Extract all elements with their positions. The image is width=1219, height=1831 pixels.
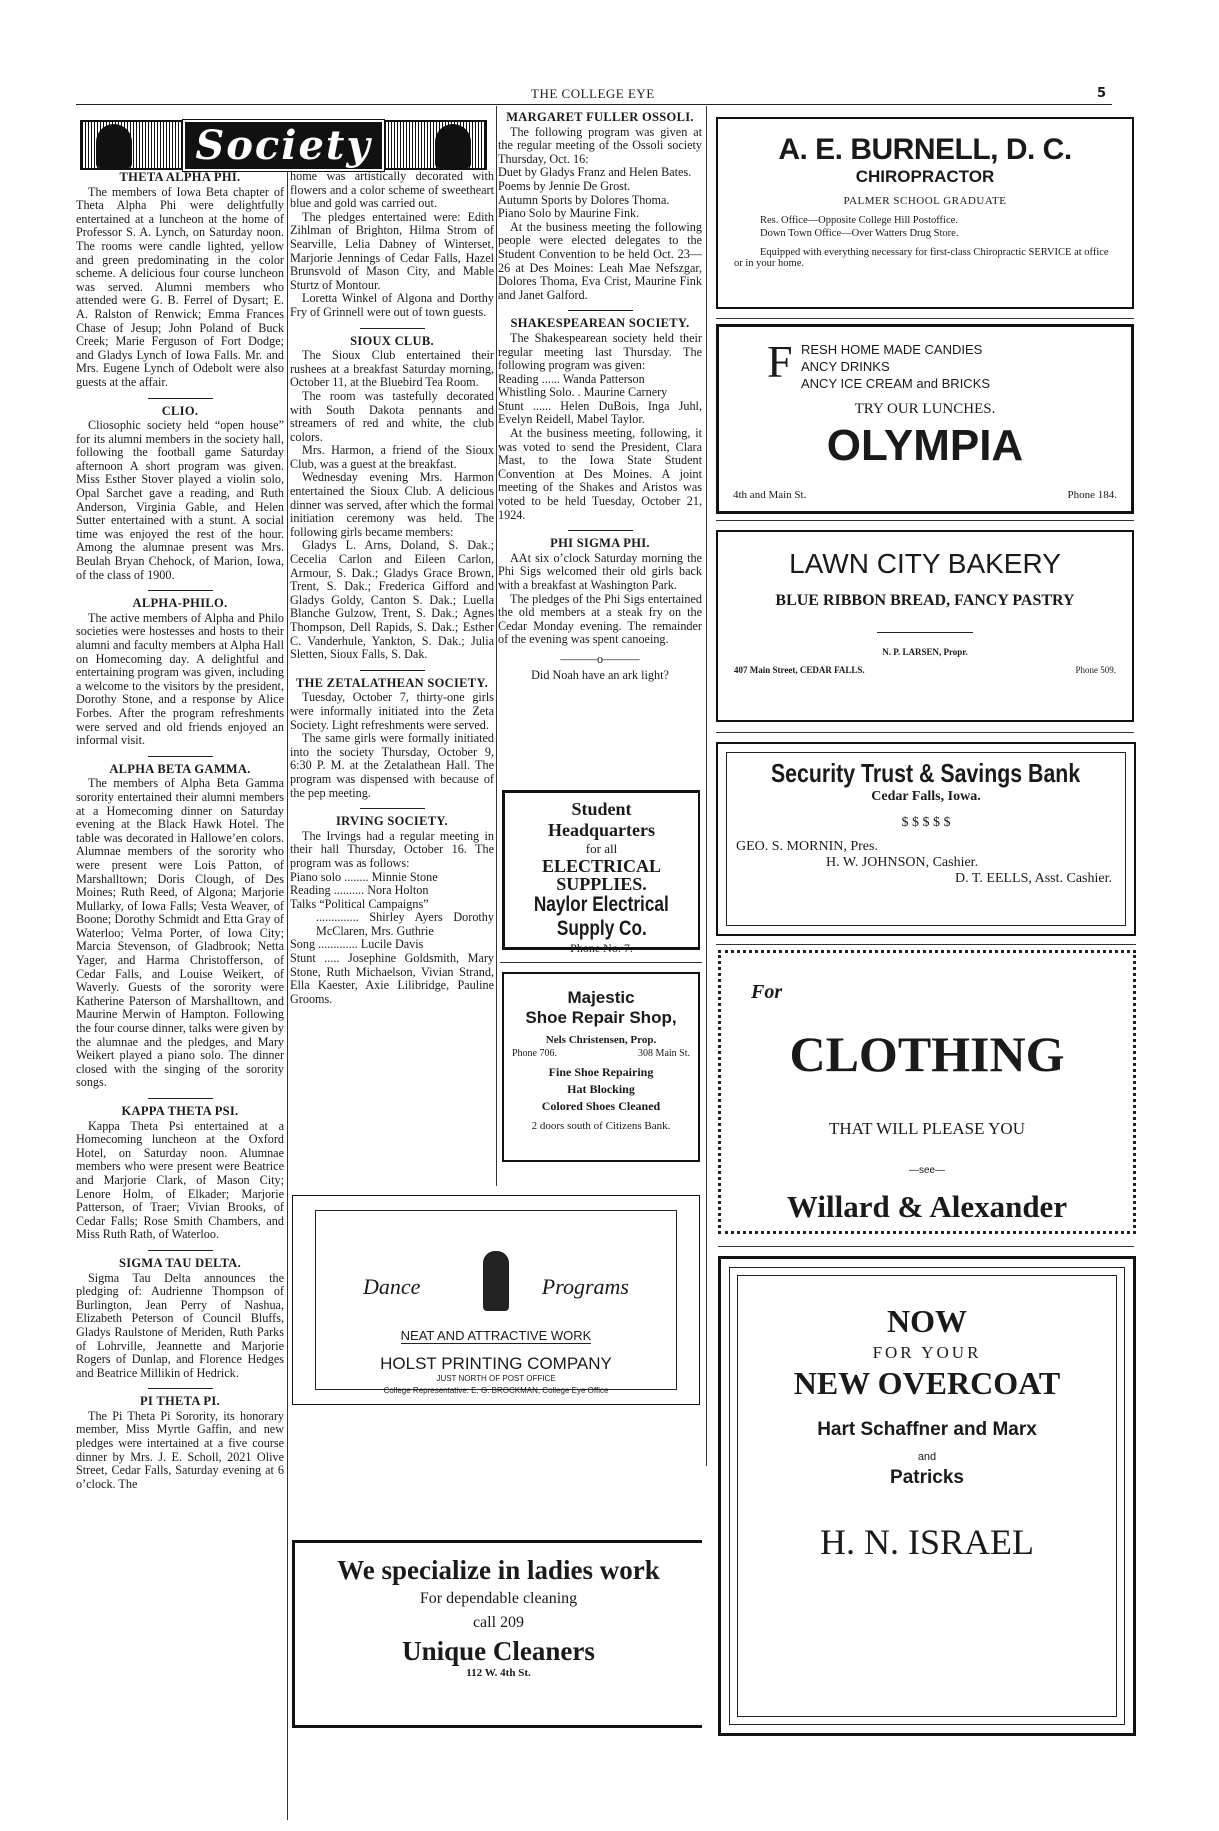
program-line: Stunt ...... Helen DuBois, Inga Juhl, Evelyn Reidell, Mabel Taylor. xyxy=(498,398,702,427)
masthead xyxy=(76,86,1114,102)
ad-naylor-electrical: Student Headquarters for all ELECTRICAL SUPPLIES. Naylor Electrical Supply Co. Phone No. 7. xyxy=(502,790,700,950)
article-text: Sigma Tau Delta announces the pledging of: Audrienne Thompson of Burlington, Jean Perry of Nashua, Elizabeth Peterson of Council Bluffs, Gladys Raulstone of Meriden, Ruth Parks of Lohrville, Jeannette and Marjorie Rogers of Dunlap, and Florence Hedges and Beatrice Millikin of Hedrick. xyxy=(76,1270,284,1380)
separator xyxy=(148,756,213,757)
article-text: home was artistically decorated with flowers and a color scheme of sweetheart blue and gold was carried out. xyxy=(290,169,494,211)
article-text: The Pi Theta Pi Sorority, its honorary member, Miss Myrtle Gaffin, and new pledges were intertained at a five course dinner by Mrs. J. E. Scholl, 2021 Olive Street, Cedar Falls, Saturday evening at 6 o’clock. The xyxy=(76,1408,284,1491)
article-text: The following program was given at the regular meeting of the Ossoli society Thursday, Oct. 16: xyxy=(498,124,702,166)
article-text: Tuesday, October 7, thirty-one girls were informally initiated into the Zeta Society. Light refreshments were served. xyxy=(290,690,494,732)
heading-shakespearean: SHAKESPEAREAN SOCIETY. xyxy=(510,316,690,331)
ad-rule xyxy=(716,520,1134,521)
program-line: Poems by Jennie De Grost. xyxy=(498,178,631,193)
column-2 xyxy=(290,170,494,1006)
masthead-rule xyxy=(76,104,1112,105)
ad-rule xyxy=(716,318,1134,319)
ad-unique-cleaners: We specialize in ladies work For dependable cleaning call 209 Unique Cleaners 112 W. 4th St. xyxy=(292,1540,702,1728)
ad-rule xyxy=(500,962,702,963)
ad-willard-alexander: For CLOTHING THAT WILL PLEASE YOU —see— Willard & Alexander xyxy=(718,950,1136,1234)
column-rule xyxy=(496,106,497,1186)
heading-theta-alpha-phi: THETA ALPHA PHI. xyxy=(119,170,241,184)
ad-rule xyxy=(718,1246,1134,1247)
heading-clio: CLIO. xyxy=(161,403,199,418)
society-banner xyxy=(80,120,487,170)
heading-alpha-philo: ALPHA-PHILO. xyxy=(132,596,228,611)
article-text: Loretta Winkel of Algona and Dorthy Fry of Grinnell were out of town guests. xyxy=(290,291,494,319)
article-text: At the business meeting the following people were elected delegates to the Student Convention to be held Oct. 23—26 at Des Moines: Leah Mae Nefszgar, Dolores Thoma, Eva Crist, Maurine Fink and Janet Galford. xyxy=(498,219,702,302)
page-number: 5 xyxy=(1096,86,1106,101)
article-text: The members of Alpha Beta Gamma sorority entertained their alumni members at a Homecoming dinner on Saturday evening at the Black Hawk Hotel. The table was decorated in Hallowe’en colors. Alumnae members of the sorority who were present were Lois Patton, of Marshalltown; Doris Clough, of Des Moines; Ruth Reed, of Algona; Marjorie Mullarky, of Iowa Falls; Vesta Weaver, of Boone; Dorothy Schmidt and Etta Gray of Waterloo; Velma Porter, of Iowa City; Marcia Stevenson, of Gladbrook; Netta Yager, and Harma Christofferson, of Cedar Falls, and Louise Weikert, of Waverly. Guests of the sorority were Katherine Paterson of Marshalltown, and Maurine Merwin of Hampton. Following the four course dinner, talks were given by the alumnae and the pledges, and Mary Weikert played a piano solo. The dinner closed with the singing of the sorority songs. xyxy=(76,776,284,1090)
separator xyxy=(568,530,633,531)
heading-sioux-club: SIOUX CLUB. xyxy=(350,333,434,348)
article-text: At the business meeting, following, it was voted to send the President, Clara Mast, to the Iowa State Student Convention at Des Moines. A joint meeting of the Shakes and Aristos was voted to be held Tuesday, October 21, 1924. xyxy=(498,426,702,522)
article-text: The Sioux Club entertained their rushees at a breakfast Saturday morning, October 11, at the Bluebird Tea Room. xyxy=(290,348,494,390)
program-line: Autumn Sports by Dolores Thoma. xyxy=(498,192,670,207)
heading-phi-sigma-phi: PHI SIGMA PHI. xyxy=(550,536,650,551)
ad-olympia: F RESH HOME MADE CANDIES ANCY DRINKS ANCY ICE CREAM and BRICKS TRY OUR LUNCHES. OLYMPIA 4th and Main St. Phone 184. xyxy=(716,324,1134,514)
ad-hn-israel: NOW FOR YOUR NEW OVERCOAT Hart Schaffner and Marx and Patricks H. N. ISRAEL xyxy=(718,1256,1136,1736)
heading-zetalathean: THE ZETALATHEAN SOCIETY. xyxy=(295,675,489,690)
separator xyxy=(148,1250,213,1251)
column-rule xyxy=(706,106,707,1466)
heading-kappa-theta-psi: KAPPA THETA PSI. xyxy=(121,1104,239,1118)
article-text: The same girls were formally initiated into the society Thursday, October 9, 6:30 P. M. at the Zetalathean Hall. The program was dispensed with because of the pep meeting. xyxy=(290,731,494,800)
heading-pi-theta-pi: PI THETA PI. xyxy=(140,1394,220,1409)
heading-alpha-beta-gamma: ALPHA BETA GAMMA. xyxy=(109,761,251,776)
filler-divider: ———o——— xyxy=(560,651,640,666)
banner-title: Society xyxy=(183,120,383,171)
ad-rule xyxy=(716,944,1136,945)
heading-sigma-tau-delta: SIGMA TAU DELTA. xyxy=(118,1255,242,1270)
ad-lawn-city-bakery: LAWN CITY BAKERY BLUE RIBBON BREAD, FANCY PASTRY N. P. LARSEN, Propr. 407 Main Street, CEDAR FALLS. Phone 509. xyxy=(716,530,1134,722)
article-text: Gladys L. Arns, Doland, S. Dak.; Cecelia Carlon and Eileen Carlon, Armour, S. Dak.; Gladys Grace Brown, Trent, S. Dak.; Frederica Gifford and Gladys Goldy, Canton S. Dak.; Luella Blanche Gulzow, Trent, S. Dak.; Agnes Thompson, Dell Rapids, S. Dak.; Esther C. Vanderhule, Yankton, S. Dak.; Julia Sletten, Sioux Falls, S. Dak. xyxy=(290,538,494,662)
lady-figure-icon xyxy=(96,124,132,168)
program-line: .............. Shirley Ayers Dorothy McClaren, Mrs. Guthrie xyxy=(316,910,494,938)
program-line: Whistling Solo. . Maurine Carnery xyxy=(498,385,668,400)
article-text: The Irvings had a regular meeting in their hall Thursday, October 16. The program was as follows: xyxy=(290,828,494,870)
ad-holst-printing: Dance Programs NEAT AND ATTRACTIVE WORK HOLST PRINTING COMPANY JUST NORTH OF POST OFFICE College Representative: E. G. BROCKMAN, College Eye Office xyxy=(292,1195,700,1405)
program-line: Talks “Political Campaigns” xyxy=(290,896,429,911)
article-text: The Shakespearean society held their regular meeting last Thursday. The following program was given: xyxy=(498,330,702,373)
ad-burnell-chiropractor: A. E. BURNELL, D. C. CHIROPRACTOR PALMER SCHOOL GRADUATE Res. Office—Opposite College Hill Postoffice. Down Town Office—Over Watters Drug Store. Equipped with everything necessary for first-class Chiropractic SERVICE at office or in your home. xyxy=(716,117,1134,309)
article-text: The room was tastefully decorated with South Dakota pennants and streamers of red and white, the club colors. xyxy=(290,388,494,444)
program-line: Song ............. Lucile Davis xyxy=(290,937,424,952)
dancer-icon xyxy=(483,1251,509,1311)
program-line: Piano Solo by Maurine Fink. xyxy=(498,206,640,221)
column-rule xyxy=(287,172,288,1820)
column-1 xyxy=(76,170,284,1491)
separator xyxy=(148,1388,213,1389)
separator xyxy=(148,398,213,399)
ad-security-trust-bank: Security Trust & Savings Bank Cedar Falls, Iowa. $ $ $ $ $ GEO. S. MORNIN, Pres. H. W. JOHNSON, Cashier. D. T. EELLS, Asst. Cashier. xyxy=(716,742,1136,936)
program-line: Piano solo ........ Minnie Stone xyxy=(290,869,438,884)
separator xyxy=(148,590,213,591)
article-text: AAt six o’clock Saturday morning the Phi Sigs welcomed their old girls back with a breakfast at Washington Park. xyxy=(498,550,702,592)
article-text: The pledges entertained were: Edith Zihlman of Brighton, Hilma Strom of Searville, Lelia Dabney of Winterset, Marjorie Jennings of Cedar Falls, Hazel Brunsvold of Mason City, and Mable Sturtz of Montour. xyxy=(290,209,494,292)
article-text: The members of Iowa Beta chapter of Theta Alpha Phi were delightfully entertained at a luncheon at the home of Professor S. A. Lynch, on Saturday noon. The rooms were candle lighted, yellow and green predominating in the color scheme. A delicious four course luncheon was served. Alumni members who attended were G. B. Ferrel of Dysart; E. A. Ralston of Renwick; Emma Frances Chase of Jesup; John Poland of Buck Creek; Marie Ferguson of Fort Dodge; and Gladys Lynch of Iowa Falls. Mr. and Mrs. Eugene Lynch of Odebolt were also guests at the affair. xyxy=(76,184,284,389)
filler-joke: Did Noah have an ark light? xyxy=(531,667,669,682)
program-line: Stunt ..... Josephine Goldsmith, Mary Stone, Ruth Michaelson, Vivian Strand, Ella Kaester, Axie Lilibridge, Pauline Grooms. xyxy=(290,951,494,1006)
article-text: The pledges of the Phi Sigs entertained the old members at a steak fry on the Cedar Monday evening. The remainder of the evening was spent canoeing. xyxy=(498,591,702,647)
ad-majestic-shoe: Majestic Shoe Repair Shop, Nels Christensen, Prop. Phone 706. 308 Main St. Fine Shoe Repairing Hat Blocking Colored Shoes Cleaned 2 doors south of Citizens Bank. xyxy=(502,972,700,1162)
article-text: The active members of Alpha and Philo societies were hostesses and hosts to their alumni and faculty members at Alpha Hall on Homecoming day. A delightful and entertaining program was given, including a welcome to the visitors by the president, Dorothy Stone, and a response by Alice Forbes. After the program refreshments were served and old friends enjoyed an informal visit. xyxy=(76,610,284,748)
separator xyxy=(360,808,425,809)
ad-rule xyxy=(716,732,1134,733)
gentleman-figure-icon xyxy=(435,124,471,168)
article-text: Kappa Theta Psi entertained at a Homecoming luncheon at the Oxford Hotel, on Saturday noon. Alumnae members who were present were Beatrice and Marjorie Clark, of Mason City; Lenore Holm, of Elkader; Marjorie Patterson, of Traer; Vivian Brooks, of Cedar Falls; Rose Smith Chambers, and Miss Ruth Rath, of Waterloo. xyxy=(76,1118,284,1242)
program-line: Duet by Gladys Franz and Helen Bates. xyxy=(498,165,692,180)
article-text: Mrs. Harmon, a friend of the Sioux Club, was a guest at the breakfast. xyxy=(290,443,494,471)
separator xyxy=(360,328,425,329)
article-text: Wednesday evening Mrs. Harmon entertained the Sioux Club. A delicious dinner was served, after which the formal initiation ceremony was held. The following girls became members: xyxy=(290,470,494,539)
article-text: Cliosophic society held “open house” for its alumni members in the society hall, following the football game Saturday afternoon A short program was given. Miss Esther Stover played a violin solo, Opal Sarchet gave a reading, and Ruth Anderson, Virginia Gable, and Helen Sutter entertained with a stunt. A social time was enjoyed the rest of the hour. Among the alumnae present was Mrs. Beulah Bryan Chehock, of Marion, Iowa, of the class of 1900. xyxy=(76,418,284,582)
column-3 xyxy=(498,110,702,682)
separator xyxy=(568,310,633,311)
program-line: Reading .......... Nora Holton xyxy=(290,883,429,898)
separator xyxy=(148,1098,213,1099)
newspaper-title: THE COLLEGE EYE xyxy=(531,86,655,101)
program-line: Reading ...... Wanda Patterson xyxy=(498,371,645,386)
heading-irving: IRVING SOCIETY. xyxy=(336,814,448,829)
heading-ossoli: MARGARET FULLER OSSOLI. xyxy=(506,110,694,124)
separator xyxy=(360,670,425,671)
